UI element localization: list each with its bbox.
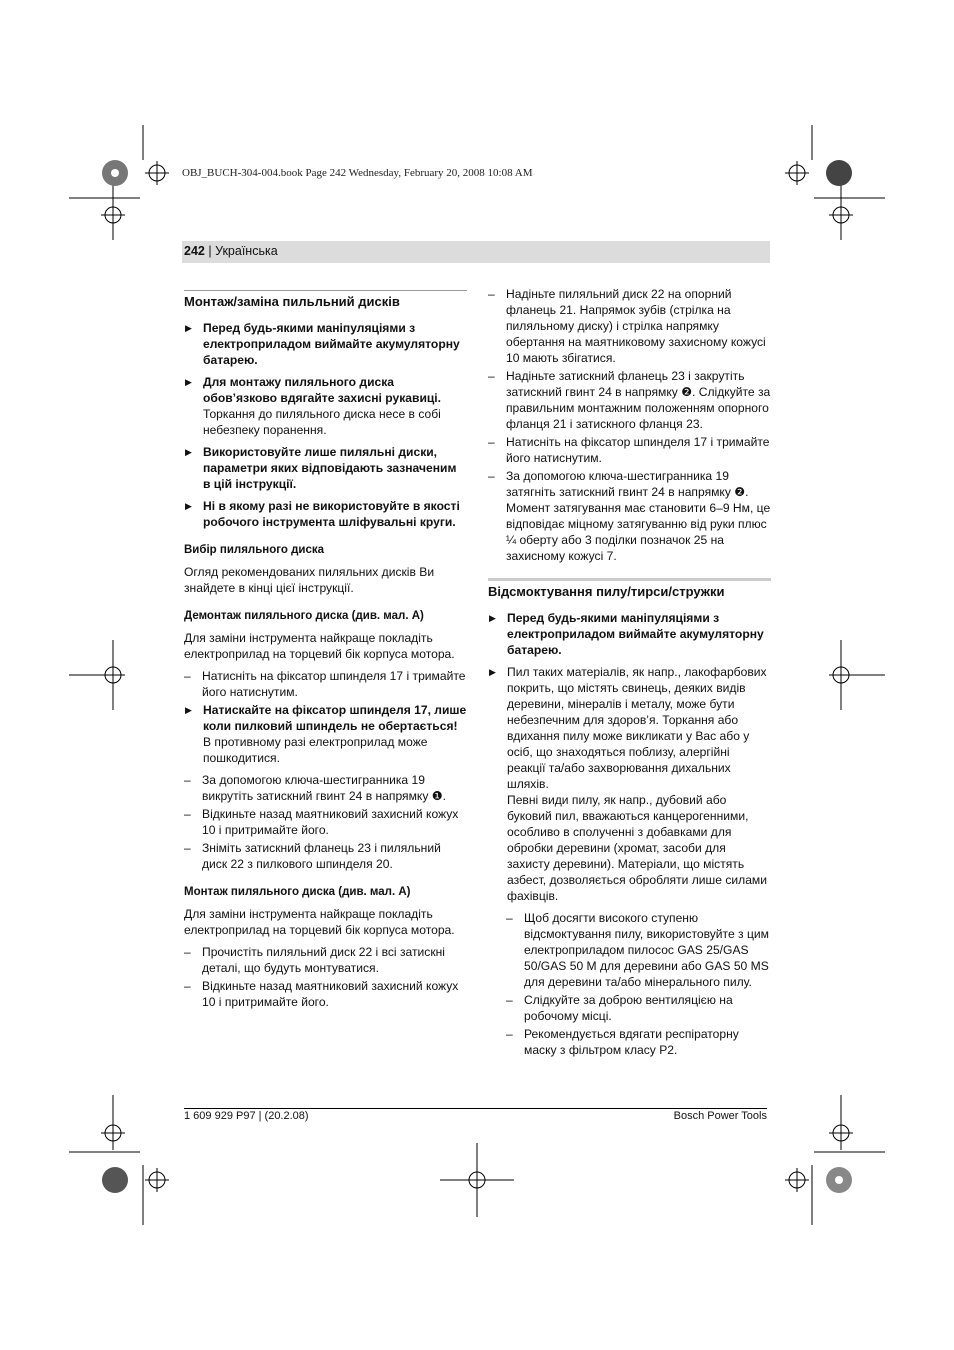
paragraph: Для заміни інструмента найкраще покладіть електроприлад на торцевий бік корпуса мотора. <box>184 907 455 937</box>
warning-item: ▶ Натискайте на фіксатор шпинделя 17, лише коли пилковий шпиндель не обертається! В противному разі електроприлад може пошкодитися. <box>184 702 467 766</box>
warning-item: ▶ Для монтажу пиляльного диска обов’язково вдягайте захисні рукавиці. Торкання до пиляльного диска несе в собі небезпеку поранення. <box>184 374 467 438</box>
step-item: – Надіньте пиляльний диск 22 на опорний фланець 21. Напрямок зубів (стрілка на пиляльному диску) і стрілка напрямку обертання на маятниковому захисному кожусі 10 мають збігатися. <box>488 286 771 366</box>
step-item: – Надіньте затискний фланець 23 і закрутіть затискний гвинт 24 в напрямку ❷. Слідкуйте за правильним монтажним положенням опорного фланця 21 і затискного фланця 23. <box>488 368 771 432</box>
right-column <box>488 286 771 1060</box>
left-column <box>184 290 467 1012</box>
subheading-mount: Монтаж пиляльного диска (див. мал. А) <box>184 886 411 898</box>
warning-item: ▶ Пил таких матеріалів, як напр., лакофарбових покрить, що містять свинець, деяких видів деревини, мінералів і металу, може бути небезпечним для здоров’я. Торкання або вдихання пилу може викликати у Вас або у осіб, що знаходяться поблизу, алергійні реакції та/або захворювання дихальних шляхів. <box>488 664 771 792</box>
sub-step-item: – Рекомендується вдягати респіраторну маску з фільтром класу P2. <box>506 1026 771 1058</box>
footer-doc-number: 1 609 929 P97 | (20.2.08) <box>184 1110 309 1122</box>
section-heading-mount: Монтаж/заміна пильльний дисків <box>184 290 467 310</box>
header-language: Українська <box>215 244 278 258</box>
step-item: – Натисніть на фіксатор шпинделя 17 і тримайте його натиснутим. <box>184 668 467 700</box>
paragraph: Для заміни інструмента найкраще покладіть електроприлад на торцевий бік корпуса мотора. <box>184 631 455 661</box>
step-item: – Зніміть затискний фланець 23 і пиляльний диск 22 з пилкового шпинделя 20. <box>184 840 467 872</box>
sub-step-item: – Слідкуйте за доброю вентиляцією на робочому місці. <box>506 992 771 1024</box>
page-number: 242 <box>184 244 205 258</box>
print-slug: OBJ_BUCH-304-004.book Page 242 Wednesday, February 20, 2008 10:08 AM <box>182 167 533 179</box>
step-item: – Натисніть на фіксатор шпинделя 17 і тримайте його натиснутим. <box>488 434 771 466</box>
step-item: – За допомогою ключа-шестигранника 19 затягніть затискний гвинт 24 в напрямку ❷. Момент затягування має становити 6–9 Нм, це відповідає міцному затягуванню від руки плюс ¼ оберту або 3 поділки позначок 25 на захисному кожусі 7. <box>488 468 771 564</box>
step-item: – Відкиньте назад маятниковий захисний кожух 10 і притримайте його. <box>184 806 467 838</box>
paragraph: Певні види пилу, як напр., дубовий або буковий пил, вважаються канцерогенними, особливо в сполученні з добавками для обробки деревини (хромат, засоби для захисту деревини). Матеріали, що містять азбест, дозволяється обробляти лише силами фахівців. <box>507 793 767 903</box>
warning-item: ▶ Використовуйте лише пиляльні диски, параметри яких відповідають зазначеним в цій інструкції. <box>184 444 467 492</box>
header-separator: | <box>204 244 216 258</box>
page-header <box>182 241 770 263</box>
paragraph: Огляд рекомендованих пиляльних дисків Ви знайдете в кінці цієї інструкції. <box>184 565 435 595</box>
section-heading-dust: Відсмоктування пилу/тирси/стружки <box>488 578 771 600</box>
step-item: – Прочистіть пиляльний диск 22 і всі затискні деталі, що будуть монтуватися. <box>184 944 467 976</box>
footer-brand: Bosch Power Tools <box>673 1110 767 1122</box>
footer-rule <box>184 1108 767 1109</box>
step-item: – За допомогою ключа-шестигранника 19 викрутіть затискний гвинт 24 в напрямку ❶. <box>184 772 467 804</box>
warning-item: ▶ Перед будь-якими маніпуляціями з електроприладом виймайте акумуляторну батарею. <box>488 610 771 658</box>
warning-item: ▶ Перед будь-якими маніпуляціями з електроприладом виймайте акумуляторну батарею. <box>184 320 467 368</box>
subheading-dismount: Демонтаж пиляльного диска (див. мал. А) <box>184 610 424 622</box>
step-item: – Відкиньте назад маятниковий захисний кожух 10 і притримайте його. <box>184 978 467 1010</box>
warning-item: ▶ Ні в якому разі не використовуйте в якості робочого інструмента шліфувальні круги. <box>184 498 467 530</box>
subheading-choice: Вибір пиляльного диска <box>184 544 325 556</box>
sub-step-item: – Щоб досягти високого ступеню відсмоктування пилу, використовуйте з цим електроприладом пилосос GAS 25/GAS 50/GAS 50 M для деревини або GAS 50 MS для деревини та/або мінерального пилу. <box>506 910 771 990</box>
